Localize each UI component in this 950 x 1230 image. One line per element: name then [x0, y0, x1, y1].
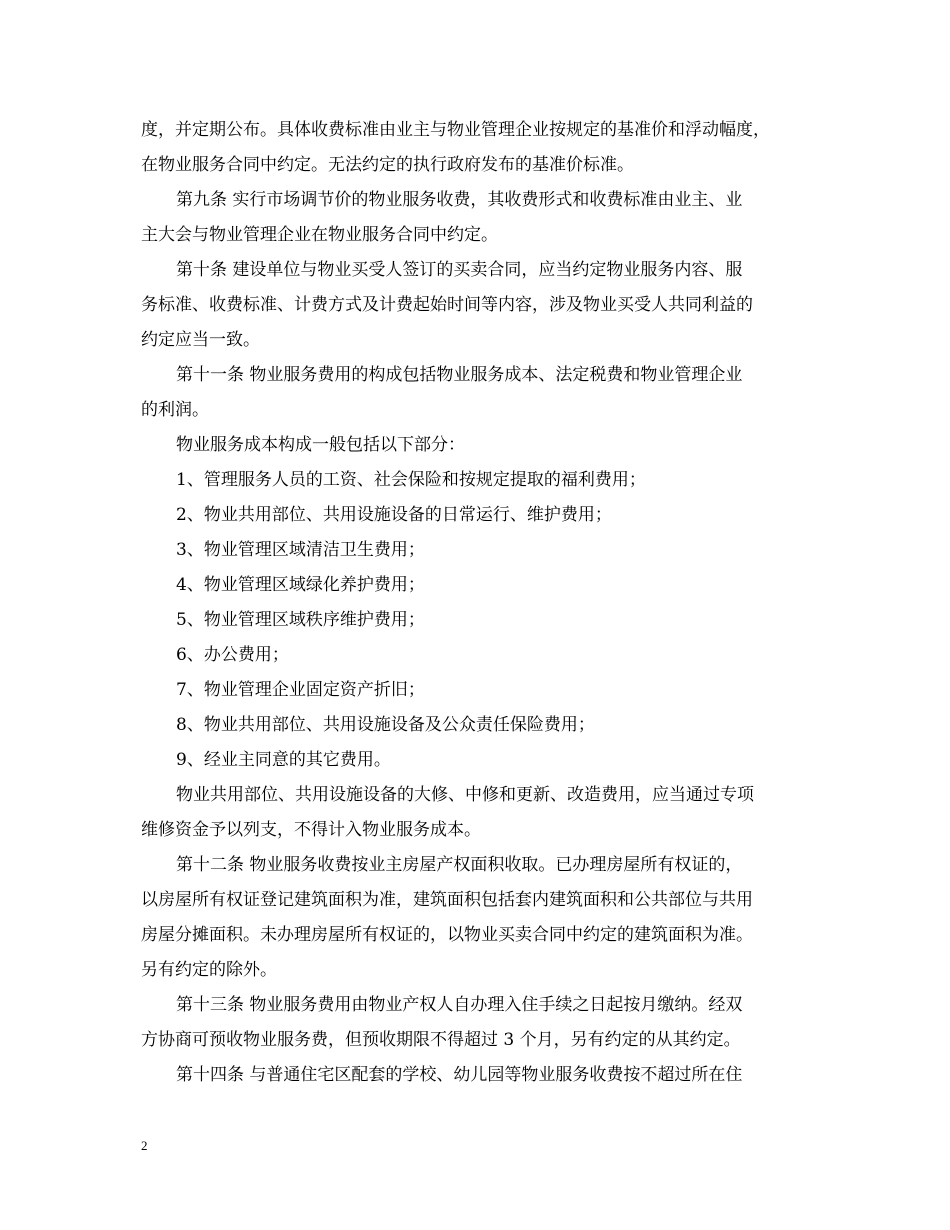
text-line: 8、物业共用部位、共用设施设备及公众责任保险费用； — [176, 715, 595, 735]
text-line: 另有约定的除外。 — [141, 960, 277, 980]
text-line: 1、管理服务人员的工资、社会保险和按规定提取的福利费用； — [176, 470, 646, 490]
text-line: 务标准、收费标准、计费方式及计费起始时间等内容，涉及物业买受人共同利益的 — [141, 295, 753, 315]
text-line: 物业服务成本构成一般包括以下部分： — [176, 435, 465, 455]
text-line: 的利润。 — [141, 400, 209, 420]
text-line: 第十二条 物业服务收费按业主房屋产权面积收取。已办理房屋所有权证的， — [176, 855, 743, 875]
text-line: 第十一条 物业服务费用的构成包括物业服务成本、法定税费和物业管理企业 — [176, 365, 743, 385]
text-line: 在物业服务合同中约定。无法约定的执行政府发布的基准价标准。 — [141, 155, 634, 175]
text-line: 9、经业主同意的其它费用。 — [176, 750, 391, 770]
text-line: 约定应当一致。 — [141, 330, 260, 350]
text-line: 5、物业管理区域秩序维护费用； — [176, 610, 425, 630]
page-number: 2 — [141, 1138, 148, 1153]
text-line: 第十三条 物业服务费用由物业产权人自办理入住手续之日起按月缴纳。经双 — [176, 995, 743, 1015]
text-line: 6、办公费用； — [176, 645, 289, 665]
text-line: 第九条 实行市场调节价的物业服务收费，其收费形式和收费标准由业主、业 — [176, 190, 743, 210]
text-line: 第十条 建设单位与物业买受人签订的买卖合同，应当约定物业服务内容、服 — [176, 260, 743, 280]
text-line: 7、物业管理企业固定资产折旧； — [176, 680, 425, 700]
text-line: 4、物业管理区域绿化养护费用； — [176, 575, 425, 595]
text-line: 房屋分摊面积。未办理房屋所有权证的，以物业买卖合同中约定的建筑面积为准。 — [141, 925, 753, 945]
text-line: 方协商可预收物业服务费，但预收期限不得超过 3 个月，另有约定的从其约定。 — [141, 1030, 741, 1050]
text-line: 主大会与物业管理企业在物业服务合同中约定。 — [141, 225, 498, 245]
text-line: 以房屋所有权证登记建筑面积为准，建筑面积包括套内建筑面积和公共部位与共用 — [141, 890, 753, 910]
text-line: 2、物业共用部位、共用设施设备的日常运行、维护费用； — [176, 505, 612, 525]
text-line: 度，并定期公布。具体收费标准由业主与物业管理企业按规定的基准价和浮动幅度， — [141, 120, 770, 140]
document-body — [141, 113, 821, 1093]
text-line: 物业共用部位、共用设施设备的大修、中修和更新、改造费用，应当通过专项 — [176, 785, 754, 805]
text-line: 3、物业管理区域清洁卫生费用； — [176, 540, 425, 560]
text-line: 维修资金予以列支，不得计入物业服务成本。 — [141, 820, 481, 840]
text-line: 第十四条 与普通住宅区配套的学校、幼儿园等物业服务收费按不超过所在住 — [176, 1065, 743, 1085]
